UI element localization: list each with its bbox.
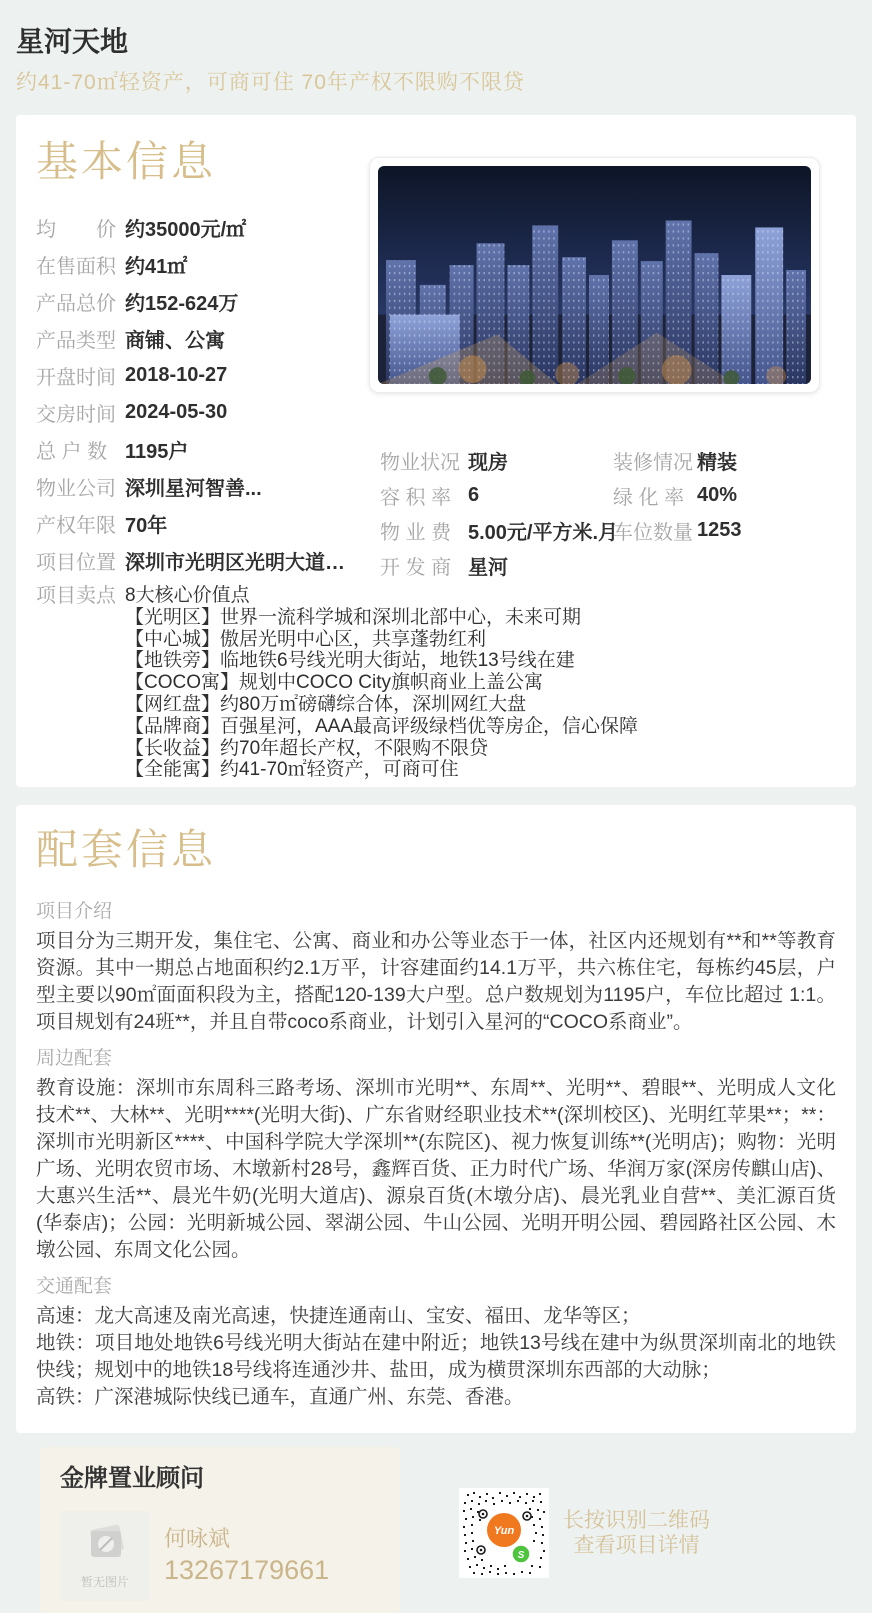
row-label: 在售面积 xyxy=(36,256,116,278)
row-value: 1195户 xyxy=(125,441,189,463)
row-total-price xyxy=(36,283,369,320)
row-value: 2018-10-27 xyxy=(125,364,228,386)
row-delivery-date xyxy=(36,394,369,431)
row-label: 均 价 xyxy=(36,219,116,241)
selling-points-label: 项目卖点 xyxy=(36,585,116,607)
selling-point-line: 【品牌商】百强星河，AAA最高评级绿档优等房企，信心保障 xyxy=(125,715,639,737)
row-value: 70年 xyxy=(125,515,168,537)
row-label: 开盘时间 xyxy=(36,367,116,389)
svg-text:Yun: Yun xyxy=(493,1525,515,1538)
selling-point-line: 【COCO寓】规划中COCO City旗帜商业上盖公寓 xyxy=(125,672,544,694)
selling-points-row xyxy=(36,585,836,781)
transport-body xyxy=(36,1303,836,1411)
row-value: 5.00元/平方米.月 xyxy=(468,522,619,544)
row-total-households xyxy=(36,431,369,468)
row-label: 车位数量 xyxy=(613,522,693,544)
row-value: 1253 xyxy=(697,519,742,541)
transport-line-metro: 地铁：项目地处地铁6号线光明大街站在建中附近；地铁13号线在建中为纵贯深圳南北的地铁快线；规划中的地铁18号线将连通沙井、盐田，成为横贯深圳东西部的大动脉； xyxy=(36,1332,836,1382)
transport-heading: 交通配套 xyxy=(36,1276,113,1298)
row-value: 约152-624万 xyxy=(125,293,239,315)
row-value: 精装 xyxy=(697,452,737,474)
row-label: 产品总价 xyxy=(36,293,116,315)
footer-area xyxy=(16,1447,856,1613)
qr-caption-line1: 长按识别二维码 xyxy=(563,1509,710,1533)
qr-block xyxy=(459,1488,710,1578)
row-label: 物业公司 xyxy=(36,478,116,500)
row-property-company xyxy=(36,468,369,505)
selling-point-line: 【网红盘】约80万㎡磅礴综合体，深圳网红大盘 xyxy=(125,693,527,715)
basic-info-right-rows xyxy=(369,443,836,583)
selling-point-line: 【长收益】约70年超长产权，不限购不限贷 xyxy=(125,737,489,759)
project-rendering-image[interactable] xyxy=(369,157,820,393)
row-area-on-sale xyxy=(36,246,369,283)
row-value: 现房 xyxy=(468,452,508,474)
selling-point-line: 【全能寓】约41-70㎡轻资产，可商可住 xyxy=(125,759,459,781)
basic-info-right-column xyxy=(369,209,836,583)
row-value: 2024-05-30 xyxy=(125,401,228,423)
basic-info-section-title: 基本信息 xyxy=(36,138,217,185)
row-label: 产权年限 xyxy=(36,515,116,537)
row-label: 物 业 费 xyxy=(380,522,452,544)
agent-name: 何咏斌 xyxy=(164,1526,231,1552)
selling-point-line: 8大核心价值点 xyxy=(125,585,250,606)
amenities-card xyxy=(16,805,856,1433)
basic-info-left-column xyxy=(36,209,369,583)
project-title: 星河天地 xyxy=(16,26,129,57)
qr-caption-line2: 查看项目详情 xyxy=(573,1534,700,1558)
row-value: 约41㎡ xyxy=(125,256,188,278)
selling-point-line: 【地铁旁】临地铁6号线光明大街站，地铁13号线在建 xyxy=(125,650,575,672)
intro-heading: 项目介绍 xyxy=(36,901,113,923)
selling-point-line: 【中心城】傲居光明中心区，共享蓬勃红利 xyxy=(125,628,487,650)
row-label: 容 积 率 xyxy=(380,487,452,509)
agent-phone[interactable]: 13267179661 xyxy=(164,1555,330,1586)
row-product-type xyxy=(36,320,369,357)
agent-avatar xyxy=(60,1511,150,1601)
surroundings-heading: 周边配套 xyxy=(36,1048,113,1070)
row-project-location xyxy=(36,542,369,579)
page-header xyxy=(0,0,872,95)
row-label: 装修情况 xyxy=(613,452,693,474)
row-value: 深圳星河智善... xyxy=(125,478,262,500)
row-label: 开 发 商 xyxy=(380,557,452,579)
no-photo-icon xyxy=(82,1523,128,1568)
row-label: 项目位置 xyxy=(36,552,116,574)
row-value: 商铺、公寓 xyxy=(125,330,225,352)
amenities-section-title: 配套信息 xyxy=(36,826,217,874)
no-photo-text: 暂无图片 xyxy=(80,1574,129,1589)
project-tagline: 约41-70㎡轻资产，可商可住 70年产权不限购不限贷 xyxy=(16,71,525,94)
row-tenure-years xyxy=(36,505,369,542)
row-label: 物业状况 xyxy=(380,452,460,474)
row-value: 40% xyxy=(697,484,738,506)
qr-caption xyxy=(563,1508,710,1558)
selling-points-list xyxy=(125,585,638,781)
transport-line-highway: 高速：龙大高速及南光高速，快捷连通南山、宝安、福田、龙华等区； xyxy=(36,1305,641,1328)
intro-body: 项目分为三期开发，集住宅、公寓、商业和办公等业态于一体，社区内还规划有**和**等教育资源。其中一期总占地面积约2.1万平，计容建面约14.1万平，共六栋住宅，每栋约45层，户型主要以90㎡面面积段为主，搭配120-139大户型。总户数规划为1195户，车位比超过 1:1。项目规划有24班**，并且自带coco系商业，计划引入星河的“COCO系商业”。 xyxy=(36,930,836,1034)
transport-line-rail: 高铁：广深港城际快线已通车，直通广州、东莞、香港。 xyxy=(36,1386,524,1409)
agent-section-title: 金牌置业顾问 xyxy=(60,1465,204,1493)
row-average-price xyxy=(36,209,369,246)
row-label: 总 户 数 xyxy=(36,441,108,463)
row-label: 交房时间 xyxy=(36,404,116,426)
row-value: 星河 xyxy=(468,557,508,579)
row-label: 产品类型 xyxy=(36,330,116,352)
row-value: 深圳市光明区光明大道… xyxy=(125,552,345,574)
row-label: 绿 化 率 xyxy=(613,487,685,509)
svg-text:S: S xyxy=(517,1550,525,1562)
surroundings-body: 教育设施：深圳市东周科三路考场、深圳市光明**、东周**、光明**、碧眼**、光明成人文化技术**、大林**、光明****(光明大街)、广东省财经职业技术**(深圳校区)、光明红苹果**；**：深圳市光明新区****、中国科学院大学深圳**(东院区)、视力恢复训练**(光明店)；购物：光明广场、光明农贸市场、木墩新村28号，鑫辉百货、正力时代广场、华润万家(深房传麒山店)、大惠兴生活**、晨光牛奶(光明大道店)、源泉百货(木墩分店)、晨光乳业自营**、美汇源百货(华泰店)；公园：光明新城公园、翠湖公园、牛山公园、光明开明公园、碧园路社区公园、木墩公园、东周文化公园。 xyxy=(36,1077,836,1262)
agent-card xyxy=(40,1447,400,1613)
basic-info-card xyxy=(16,115,856,787)
selling-point-line: 【光明区】世界一流科学城和深圳北部中心，未来可期 xyxy=(125,606,582,628)
row-value: 6 xyxy=(468,484,480,506)
row-opening-date xyxy=(36,357,369,394)
qr-code[interactable] xyxy=(459,1488,549,1578)
agent-info xyxy=(164,1526,329,1586)
row-value: 约35000元/㎡ xyxy=(125,219,247,241)
